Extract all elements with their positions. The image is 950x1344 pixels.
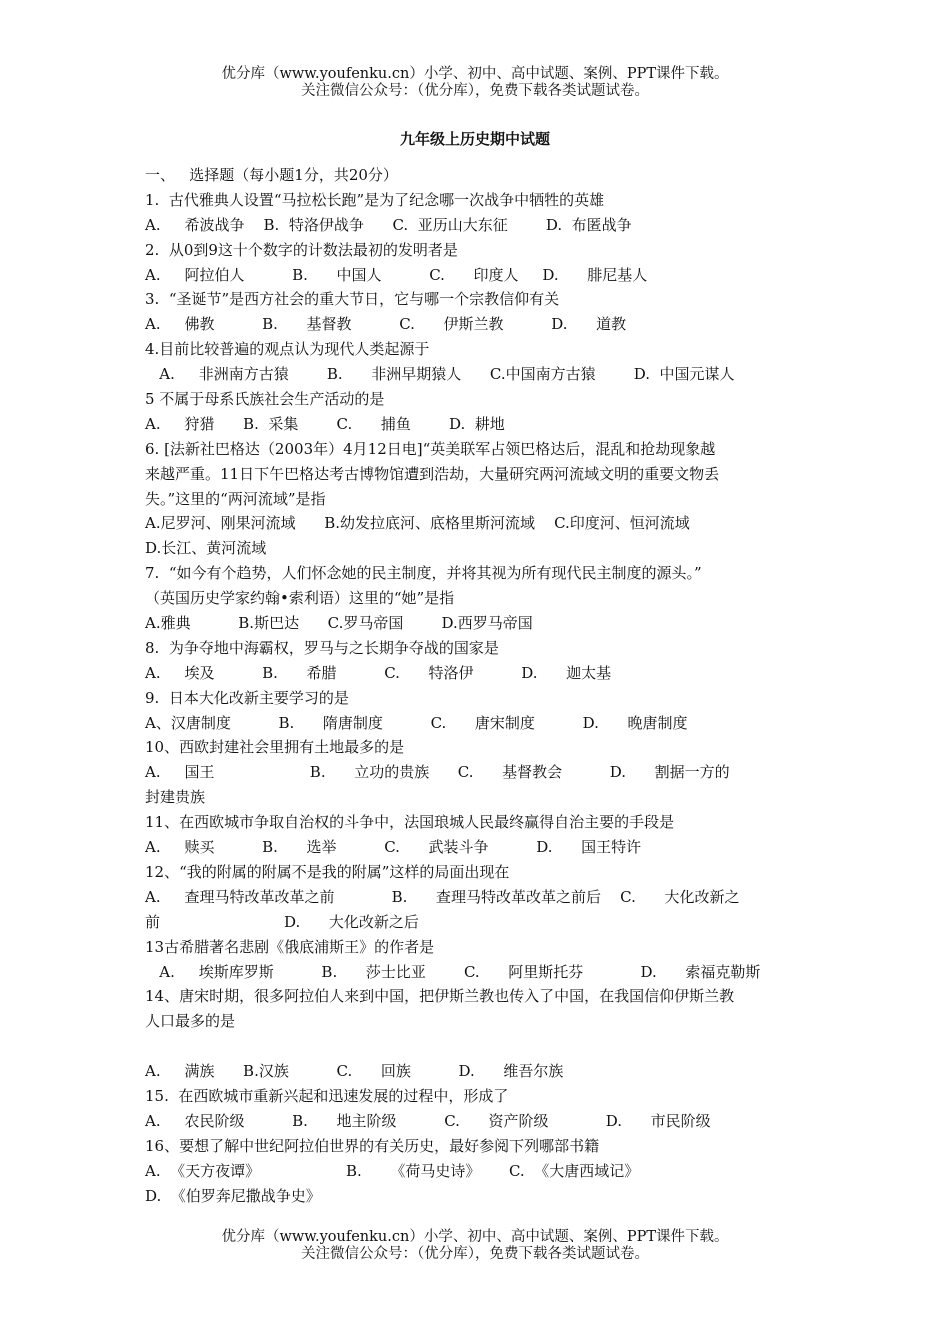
- text-line: 封建贵族: [145, 788, 206, 807]
- text-line: 11、在西欧城市争取自治权的斗争中，法国琅城人民最终赢得自治主要的手段是: [145, 813, 675, 832]
- exam-title: 九年级上历史期中试题: [399, 130, 550, 148]
- footer-line-1: 优分库（www.youfenku.cn）小学、初中、高中试题、案例、PPT课件下载。: [221, 1229, 729, 1245]
- text-line: [145, 1034, 815, 1059]
- header-line-1: 优分库（www.youfenku.cn）小学、初中、高中试题、案例、PPT课件下载。: [221, 66, 729, 82]
- text-line: A. 赎买 B. 选举 C. 武装斗争 D. 国王特许: [145, 838, 642, 857]
- text-line: A. 国王 B. 立功的贵族 C. 基督教会 D. 割据一方的: [145, 763, 730, 782]
- text-line: 来越严重。11日下午巴格达考古博物馆遭到浩劫，大量研究两河流域文明的重要文物丢: [145, 464, 720, 483]
- text-line: A. 埃及 B. 希腊 C. 特洛伊 D. 迦太基: [145, 663, 612, 682]
- text-line: 7. “如今有个趋势，人们怀念她的民主制度，并将其视为所有现代民主制度的源头。”: [145, 564, 702, 583]
- page-header: [0, 66, 950, 100]
- text-line: A.雅典 B.斯巴达 C.罗马帝国 D.西罗马帝国: [145, 614, 533, 633]
- text-line: （英国历史学家约翰•索利语）这里的“她”是指: [145, 589, 455, 608]
- text-line: 8. 为争夺地中海霸权，罗马与之长期争夺战的国家是: [145, 638, 499, 657]
- text-line: 15. 在西欧城市重新兴起和迅速发展的过程中，形成了: [145, 1086, 509, 1105]
- text-line: 10、西欧封建社会里拥有土地最多的是: [145, 738, 405, 757]
- text-line: 前 D. 大化改新之后: [145, 912, 419, 931]
- text-line: A.尼罗河、刚果河流域 B.幼发拉底河、底格里斯河流域 C.印度河、恒河流域: [145, 514, 690, 533]
- text-line: 5 不属于母系氏族社会生产活动的是: [145, 390, 385, 409]
- text-line: 1. 古代雅典人设置“马拉松长跑”是为了纪念哪一次战争中牺牲的英雄: [145, 190, 605, 209]
- text-line: A. 埃斯库罗斯 B. 莎士比亚 C. 阿里斯托芬 D. 索福克勒斯: [145, 962, 761, 981]
- text-line: 6. [法新社巴格达（2003年）4月12日电]“英美联军占领巴格达后，混乱和抢劫现象越: [145, 439, 716, 458]
- text-line: A. 阿拉伯人 B. 中国人 C. 印度人 D. 腓尼基人: [145, 265, 648, 284]
- text-line: 3. “圣诞节”是西方社会的重大节日，它与哪一个宗教信仰有关: [145, 290, 560, 309]
- text-line: 16、要想了解中世纪阿拉伯世界的有关历史，最好参阅下列哪部书籍: [145, 1136, 600, 1155]
- text-line: D.长江、黄河流域: [145, 539, 267, 558]
- header-line-2: 关注微信公众号：（优分库），免费下载各类试题试卷。: [301, 83, 649, 99]
- footer-line-2: 关注微信公众号：（优分库），免费下载各类试题试卷。: [301, 1246, 649, 1262]
- text-line: 9. 日本大化改新主要学习的是: [145, 688, 349, 707]
- text-line: 人口最多的是: [145, 1012, 236, 1031]
- text-line: A. 查理马特改革改革之前 B. 查理马特改革改革之前后 C. 大化改新之: [145, 887, 740, 906]
- exam-body: [145, 163, 815, 1208]
- text-line: A. 狩猎 B. 采集 C. 捕鱼 D. 耕地: [145, 414, 505, 433]
- text-line: D. 《伯罗奔尼撒战争史》: [145, 1186, 321, 1205]
- text-line: A、汉唐制度 B. 隋唐制度 C. 唐宋制度 D. 晚唐制度: [145, 713, 688, 732]
- text-line: 2. 从0到9这十个数字的计数法最初的发明者是: [145, 240, 458, 259]
- text-line: 4.目前比较普遍的观点认为现代人类起源于: [145, 340, 430, 359]
- text-line: A. 佛教 B. 基督教 C. 伊斯兰教 D. 道教: [145, 315, 627, 334]
- text-line: 失。”这里的“两河流域”是指: [145, 489, 326, 508]
- text-line: 一、 选择题（每小题1分，共20分）: [145, 166, 398, 184]
- text-line: A. 希波战争 B. 特洛伊战争 C. 亚历山大东征 D. 布匿战争: [145, 215, 632, 234]
- text-line: 12、“我的附属的附属不是我的附属”这样的局面出现在: [145, 862, 510, 881]
- text-line: A. 农民阶级 B. 地主阶级 C. 资产阶级 D. 市民阶级: [145, 1111, 711, 1130]
- text-line: A. 满族 B.汉族 C. 回族 D. 维吾尔族: [145, 1062, 564, 1081]
- text-line: A. 《天方夜谭》 B. 《荷马史诗》 C. 《大唐西域记》: [145, 1161, 640, 1180]
- text-line: A. 非洲南方古猿 B. 非洲早期猿人 C.中国南方古猿 D. 中国元谋人: [145, 365, 735, 384]
- page-footer: [0, 1229, 950, 1263]
- text-line: 13古希腊著名悲剧《俄底浦斯王》的作者是: [145, 937, 435, 956]
- text-line: 14、唐宋时期，很多阿拉伯人来到中国，把伊斯兰教也传入了中国，在我国信仰伊斯兰教: [145, 987, 735, 1006]
